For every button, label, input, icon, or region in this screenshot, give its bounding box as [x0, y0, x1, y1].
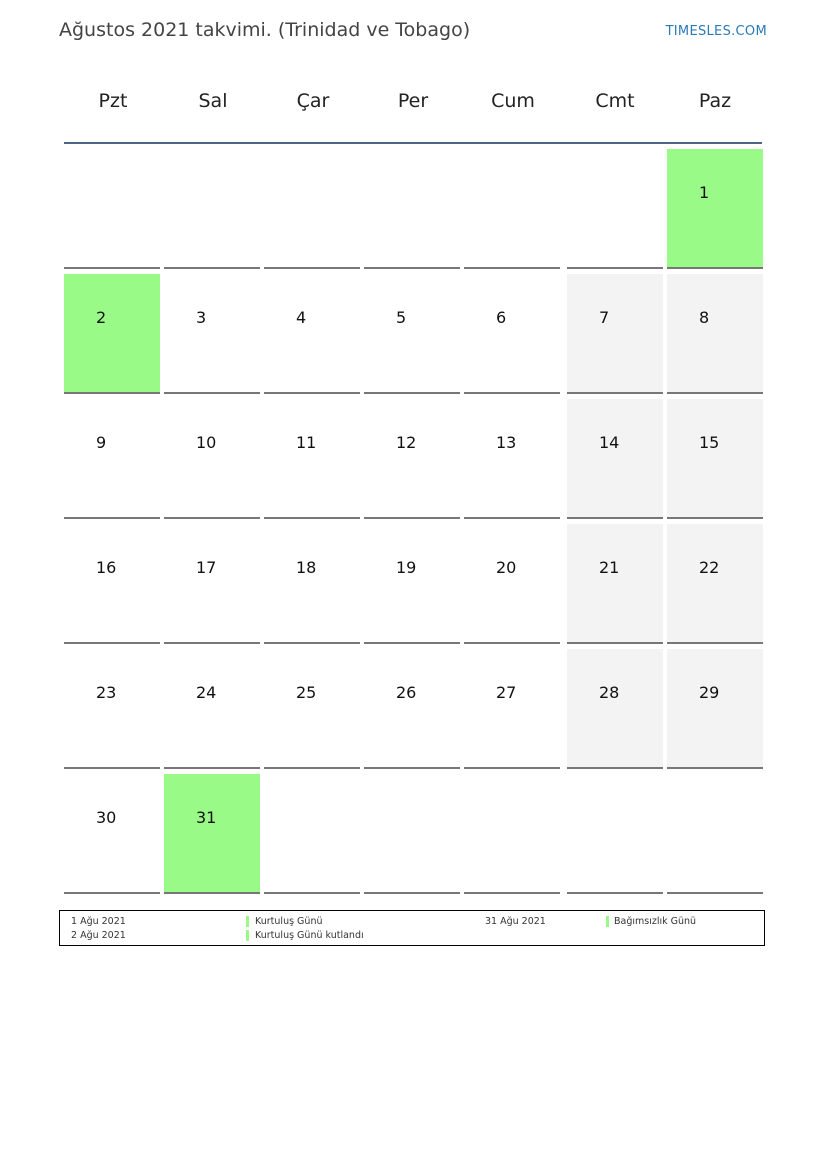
weekday-label-wed: Çar: [296, 90, 330, 112]
weekend-day-cell: [567, 649, 663, 769]
day-number: 19: [396, 558, 417, 577]
day-number: 13: [496, 433, 517, 452]
day-cell: [464, 274, 560, 394]
day-cell: [164, 274, 260, 394]
weekend-day-cell: [567, 274, 663, 394]
weekday-label-sun: Paz: [698, 90, 732, 112]
legend-color-swatch: [606, 916, 609, 927]
legend-date: 31 Ağu 2021: [485, 916, 546, 927]
day-cell: [264, 649, 360, 769]
day-cell: [164, 524, 260, 644]
day-cell: [264, 399, 360, 519]
day-number: 25: [296, 683, 317, 702]
weekend-day-cell: [667, 649, 763, 769]
day-number: 29: [699, 683, 720, 702]
day-number: 14: [599, 433, 620, 452]
day-cell: [264, 274, 360, 394]
empty-day-cell: [464, 149, 560, 269]
holiday-day-cell: [164, 774, 260, 894]
day-number: 5: [396, 308, 407, 327]
day-cell: [64, 399, 160, 519]
legend-holiday-name: Kurtuluş Günü: [255, 916, 323, 927]
day-cell: [364, 399, 460, 519]
day-number: 17: [196, 558, 217, 577]
day-number: 18: [296, 558, 317, 577]
holiday-legend: [59, 910, 765, 946]
empty-day-cell: [567, 149, 663, 269]
day-number: 20: [496, 558, 517, 577]
day-number: 7: [599, 308, 610, 327]
day-number: 2: [96, 308, 107, 327]
empty-day-cell: [364, 149, 460, 269]
day-cell: [364, 649, 460, 769]
day-cell: [264, 524, 360, 644]
day-cell: [464, 524, 560, 644]
empty-day-cell: [64, 149, 160, 269]
empty-day-cell: [667, 774, 763, 894]
day-number: 15: [699, 433, 720, 452]
day-cell: [464, 649, 560, 769]
weekday-label-fri: Cum: [491, 90, 535, 112]
day-number: 8: [699, 308, 710, 327]
day-number: 22: [699, 558, 720, 577]
day-number: 6: [496, 308, 507, 327]
empty-day-cell: [264, 774, 360, 894]
legend-date: 2 Ağu 2021: [71, 930, 126, 941]
weekday-label-sat: Cmt: [595, 90, 635, 112]
day-cell: [164, 399, 260, 519]
day-cell: [364, 274, 460, 394]
weekend-day-cell: [667, 274, 763, 394]
day-number: 31: [196, 808, 217, 827]
day-number: 11: [296, 433, 317, 452]
weekend-day-cell: [567, 399, 663, 519]
brand-link[interactable]: TIMESLES.COM: [665, 24, 767, 39]
holiday-day-cell: [64, 274, 160, 394]
day-number: 3: [196, 308, 207, 327]
weekday-label-mon: Pzt: [98, 90, 128, 112]
day-number: 10: [196, 433, 217, 452]
day-cell: [464, 399, 560, 519]
day-number: 28: [599, 683, 620, 702]
weekend-day-cell: [567, 524, 663, 644]
day-cell: [164, 649, 260, 769]
page-title: Ağustos 2021 takvimi. (Trinidad ve Tobago): [59, 19, 471, 41]
day-number: 4: [296, 308, 307, 327]
day-number: 23: [96, 683, 117, 702]
weekday-header-row: [63, 90, 763, 118]
empty-day-cell: [164, 149, 260, 269]
legend-date: 1 Ağu 2021: [71, 916, 126, 927]
day-number: 9: [96, 433, 107, 452]
legend-color-swatch: [246, 916, 249, 927]
day-number: 27: [496, 683, 517, 702]
empty-day-cell: [264, 149, 360, 269]
legend-holiday-name: Kurtuluş Günü kutlandı: [255, 930, 364, 941]
empty-day-cell: [464, 774, 560, 894]
weekend-day-cell: [667, 399, 763, 519]
day-number: 24: [196, 683, 217, 702]
day-number: 30: [96, 808, 117, 827]
day-number: 21: [599, 558, 620, 577]
weekend-day-cell: [667, 524, 763, 644]
day-cell: [64, 524, 160, 644]
day-cell: [364, 524, 460, 644]
legend-color-swatch: [246, 930, 249, 941]
empty-day-cell: [567, 774, 663, 894]
day-cell: [64, 649, 160, 769]
day-number: 12: [396, 433, 417, 452]
holiday-day-cell: [667, 149, 763, 269]
legend-holiday-name: Bağımsızlık Günü: [614, 916, 697, 927]
day-number: 26: [396, 683, 417, 702]
weekday-label-thu: Per: [397, 90, 429, 112]
weekday-label-tue: Sal: [198, 90, 228, 112]
day-number: 1: [699, 183, 710, 202]
day-cell: [64, 774, 160, 894]
day-number: 16: [96, 558, 117, 577]
empty-day-cell: [364, 774, 460, 894]
header-divider: [64, 142, 762, 144]
